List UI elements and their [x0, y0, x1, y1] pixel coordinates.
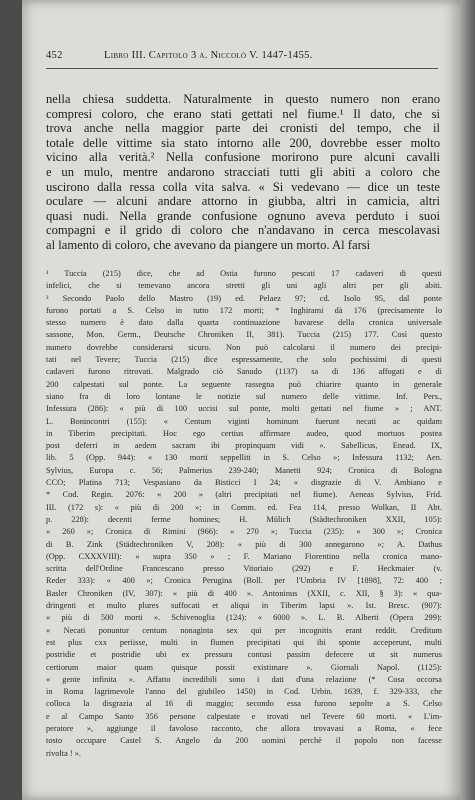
footnote-line: post deferri in aedem sacram ibi propinquam vidi ». Sabellicus, Enead. IX,: [46, 441, 442, 451]
footnote-line: infelici, che si temevano ancora stretti gli uni agli altri per gli abiti.: [46, 281, 442, 291]
footnote-line: Reder 333): « 400 »; Cronica Perugina (Boll. per l'Umbria IV [1898], 72: 400 ;: [46, 576, 442, 586]
footnote-line: dringenti et multo plures suffocati et aliqui in Tiberim lapsi ». Ist. Bresc. (907):: [46, 601, 442, 611]
footnote-line: (Opp. CXXXVIII): « supra 350 » ; F. Mariano Fiorentino nella cronica mano-: [46, 551, 442, 561]
body-text-line: compagni e il grido di coloro che n'andavano in cerca mescolavasi: [46, 223, 440, 238]
body-text-line: vicino alla verità.² Nella confusione morirono pure alcuni cavalli: [46, 150, 440, 165]
footnote-line: Infessura (286): « più di 100 uccisi sul ponte, molti gettati nel fiume » ; ANT.: [46, 404, 442, 414]
footnote-line: certiorum maior quam quisque possit existimare ». Giornali Napol. (1125):: [46, 662, 442, 672]
footnote-line: scritta dell'Ordine Francescano presso Vitoriaio (292) e F. Heckmaier (v.: [46, 564, 442, 574]
footnote-line: « 260 »; Cronica di Rimini (966): « 270 »; Tuccia (235): « 300 »; Cronica: [46, 527, 442, 537]
running-title: Libro III. Capitolo 3 a. Niccolò V. 1447-1455.: [104, 50, 313, 61]
main-text: [46, 92, 440, 253]
body-text-line: al lamento di coloro, che avevano da piangere un morto. Al farsi: [46, 237, 371, 252]
footnote-line: ² Secondo Paolo dello Mastro (19) ed. Pelaez 97; cd. Isolo 95, dal ponte: [46, 293, 442, 303]
footnote-line: est plus cxx periisse, multi in flumen precipitati qui ibi sponte acceperunt, multi: [46, 637, 442, 647]
footnote-line: numero dovrebbe considerarsi sicuro. Non può calcolarsi il numero dei precipi-: [46, 342, 442, 352]
page-edge-shadow: [460, 0, 475, 800]
footnote-line: Sylvius, Europa c. 56; Palmerius 239-240; Manetti 924; Cronica di Bologna: [46, 465, 442, 475]
footnote-line: III. (172 s): « più di 200 »; in Comm. ed. Fea 114, presso Wolkan, II Abt.: [46, 502, 442, 512]
footnote-line: « gente infinita ». Affatto incredibili sono i dati d'una relazione (* Cosa occorsa: [46, 674, 442, 684]
footnote-line: « più di 500 morti ». Schivenoglia (124): « 6000 ». L. B. Alberti (Opera 299):: [46, 613, 442, 623]
footnote-line: ¹ Tuccia (215) dice, che ad Ostia furono pescati 17 cadaveri di questi: [46, 269, 442, 278]
footnote-line: 200 calpestati sul ponte. La seguente rassegna può chiarire quanto in generale: [46, 379, 442, 389]
footnote-line: rivolta ! ».: [46, 748, 81, 758]
footnote-line: p. 228): decenti ferme homines; H. Mülich (Städtechroniken XXII, 105):: [46, 514, 442, 524]
body-text-line: totale delle vittime sia stato intorno alle 200, dovrebbe esser molto: [46, 135, 440, 150]
footnote-line: peratore », aggiunge il favoloso racconto, che allora trovavasi a Roma, « fece: [46, 723, 442, 733]
body-text-line: uscirono dalla ressa colla vita salva. « Si vedevano — dice un teste: [46, 179, 440, 194]
footnote-line: stesso numero è dato dalla quarta continuazione bavarese della cronica universale: [46, 318, 442, 328]
page-number: 452: [46, 50, 63, 61]
footnote-line: Basler Chroniken (IV, 307): « più di 400 ». Antoninus (XXII, c. XII, § 3): « qua-: [46, 588, 442, 598]
body-text-line: compresi coloro, che erano stati gettati nel fiume.¹ Il dato, che si: [46, 106, 440, 121]
body-text-line: e un mulo, mentre andarono stracciati tutti gli abiti a coloro che: [46, 164, 440, 179]
header-rule: [46, 68, 438, 69]
body-text-line: quasi nudi. Nella grande confusione ognuno aveva perduto i suoi: [46, 208, 440, 223]
footnote-line: colloca la disgrazia al 16 di maggio; secondo essa furono sepolte a S. Celso: [46, 699, 442, 709]
footnote-line: siano fra di loro lontane le notizie sul numero delle vittime. Inf. Pers.,: [46, 391, 442, 401]
body-text-line: nella chiesa suddetta. Naturalmente in questo numero non erano: [46, 92, 440, 106]
footnote-line: lib. 5 (Opp. 944): « 130 morti seppelliti in S. Celso »; Infessura 1132; Aen.: [46, 453, 442, 463]
footnotes: [46, 268, 442, 760]
footnote-line: « Necati ponuntur centum nonaginta sex qui per incognitis erant reddit. Creditum: [46, 625, 442, 635]
footnote-line: cadaveri furono ritrovati. Malgrado ciò Sanudo (1137) sa di 136 affogati e di: [46, 367, 442, 377]
footnote-line: in Roma lagrimevole l'anno del giubileo 1450) in Cod. Urbin. 1639, f. 329-333, che: [46, 687, 442, 697]
footnote-line: tati nel Tevere; Tuccia (215) dice espressamente, che solo pochissimi di questi: [46, 355, 442, 365]
footnote-line: sassone, Mon. Germ., Deutsche Chroniken II, 381). Tuccia (215) 177. Così questo: [46, 330, 442, 340]
book-page: [22, 0, 460, 800]
body-text-line: trova anche nella maggior parte dei cronisti del tempo, che il: [46, 121, 440, 136]
footnote-line: * Cod. Regin. 2076: « 200 » (altri precipitati nel fiume). Aeneas Sylvius, Frid.: [46, 490, 442, 500]
footnote-line: L. Bonincontri (155): « Centum viginti hominum fuerunt necati ac quidam: [46, 416, 442, 426]
footnote-line: furono portati a S. Celso in tutto 172 morti; * Inghirami dà 176 (precisamente lo: [46, 305, 442, 315]
footnote-line: in Tiberim precipitati. Hoc ego certius affirmare audeo, quod mortuos postea: [46, 428, 442, 438]
body-text-line: oculare — alcuni andare attorno in giubba, altri in camicia, altri: [46, 194, 440, 209]
footnote-line: di B. Zink (Städtechroniken V, 208): « più di 300 annegarono »; A. Dathus: [46, 539, 442, 549]
footnote-line: CCO; Platina 713; Vespasiano da Bisticci I 24; « disgrazie di V. Ambiano e: [46, 478, 442, 488]
footnote-line: tosto occupare Castel S. Angelo da 200 uomini perchè il popolo non facesse: [46, 736, 442, 746]
footnote-line: e al Campo Santo 356 persone calpestate e trovati nel Tevere 60 morti. « L'im-: [46, 711, 442, 721]
footnote-line: postridie et postridie ubi ex pressura contusi passim defecere ut sit numerus: [46, 650, 442, 660]
